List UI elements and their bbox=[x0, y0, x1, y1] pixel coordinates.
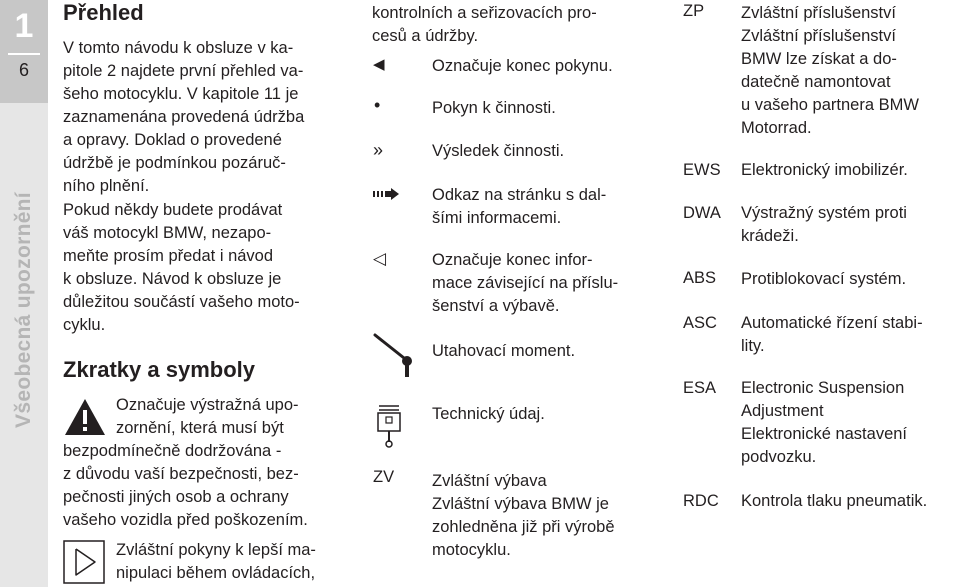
bullet-icon: • bbox=[374, 95, 381, 115]
symbol-description bbox=[432, 140, 564, 163]
special-note-icon bbox=[63, 540, 105, 584]
symbol-description-line: Odkaz na stránku s dal- bbox=[432, 186, 607, 204]
abbreviation-line: Automatické řízení stabi- bbox=[741, 314, 923, 332]
intro-line: V tomto návodu k obsluze v ka- bbox=[63, 39, 294, 57]
section-heading: Zkratky a symboly bbox=[63, 357, 255, 382]
symbol-description bbox=[432, 249, 618, 318]
abbreviation-description bbox=[741, 202, 907, 248]
intro-line: pitole 2 najdete první přehled va- bbox=[63, 62, 304, 80]
note-line: Zvláštní pokyny k lepší ma- bbox=[116, 541, 316, 559]
abbreviation-description bbox=[741, 268, 906, 291]
abbreviation-description bbox=[741, 159, 908, 182]
warning-line: vašeho vozidla před poškozením. bbox=[63, 511, 308, 529]
abbreviation-line: Zvláštní příslušenství bbox=[741, 4, 896, 22]
abbreviation-line: krádeži. bbox=[741, 227, 799, 245]
warning-paragraph bbox=[63, 394, 308, 532]
intro-line: a opravy. Doklad o provedené bbox=[63, 131, 282, 149]
symbol-description-line: Výsledek činnosti. bbox=[432, 142, 565, 160]
abbreviation-description bbox=[741, 312, 923, 358]
note-paragraph bbox=[116, 539, 316, 585]
chapter-sidebar bbox=[0, 0, 48, 587]
abbreviation: ABS bbox=[683, 269, 717, 287]
sale-line: váš motocykl BMW, nezapo- bbox=[63, 224, 272, 242]
symbol-description-line: Označuje konec infor- bbox=[432, 251, 593, 269]
warning-line: z důvodu vaší bezpečnosti, bez- bbox=[63, 465, 299, 483]
abbreviation-line: Elektronické nastavení bbox=[741, 425, 908, 443]
symbol-description-line: Zvláštní výbava bbox=[432, 472, 547, 490]
abbreviation-line: Motorrad. bbox=[741, 119, 812, 137]
abbreviation-line: datečně namontovat bbox=[741, 73, 891, 91]
warning-line: Označuje výstražná upo- bbox=[116, 396, 299, 414]
page-reference-arrow-icon bbox=[373, 187, 401, 201]
symbol-description-line: Pokyn k činnosti. bbox=[432, 99, 556, 117]
intro-line: údržbě je podmínkou pozáruč- bbox=[63, 154, 286, 172]
symbol-description-line: motocyklu. bbox=[432, 541, 511, 559]
symbol-description bbox=[432, 184, 606, 230]
abbreviation-line: lity. bbox=[741, 337, 765, 355]
end-of-accessory-info-icon: ◁ bbox=[373, 249, 387, 268]
warning-line: bezpodmínečně dodržována - bbox=[63, 442, 282, 460]
abbreviation-line: Adjustment bbox=[741, 402, 824, 420]
result-icon: » bbox=[373, 140, 384, 160]
symbol-description bbox=[432, 340, 575, 363]
continuation-line: cesů a údržby. bbox=[372, 27, 479, 45]
abbreviation-line: Kontrola tlaku pneumatik. bbox=[741, 492, 928, 510]
sale-line: k obsluze. Návod k obsluze je bbox=[63, 270, 282, 288]
sale-line: Pokud někdy budete prodávat bbox=[63, 201, 283, 219]
abbreviation: ASC bbox=[683, 314, 717, 332]
abbreviation-description bbox=[741, 490, 927, 513]
symbol-description-line: Zvláštní výbava BMW je bbox=[432, 495, 609, 513]
abbreviation: ZP bbox=[683, 2, 705, 20]
abbreviation: RDC bbox=[683, 492, 719, 510]
intro-line: zaznamenána provedená údržba bbox=[63, 108, 305, 126]
symbol-description-line: Označuje konec pokynu. bbox=[432, 57, 613, 75]
note-line: nipulaci během ovládacích, bbox=[116, 564, 316, 582]
sale-line: meňte prosím předat i návod bbox=[63, 247, 274, 265]
sale-line: cyklu. bbox=[63, 316, 106, 334]
symbol-description-line: šími informacemi. bbox=[432, 209, 562, 227]
symbol-description-line: zohledněna již při výrobě bbox=[432, 518, 615, 536]
section-title-vertical: Všeobecná upozornění bbox=[12, 192, 35, 428]
page-title: Přehled bbox=[63, 0, 144, 25]
abbreviation: ESA bbox=[683, 379, 717, 397]
sale-paragraph bbox=[63, 199, 300, 337]
warning-line: zornění, která musí být bbox=[116, 419, 284, 437]
continuation-line: kontrolních a seřizovacích pro- bbox=[372, 4, 597, 22]
sale-line: důležitou součástí vašeho moto- bbox=[63, 293, 300, 311]
symbol-description-line: mace závisející na příslu- bbox=[432, 274, 619, 292]
abbreviation: EWS bbox=[683, 161, 721, 179]
chapter-tab bbox=[0, 0, 48, 103]
intro-paragraph bbox=[63, 37, 304, 198]
symbol-description bbox=[432, 97, 556, 120]
torque-wrench-icon bbox=[372, 330, 416, 380]
abbreviation-line: podvozku. bbox=[741, 448, 817, 466]
chapter-divider bbox=[8, 53, 40, 55]
abbreviation-line: u vašeho partnera BMW bbox=[741, 96, 919, 114]
abbreviation-line: Zvláštní příslušenství bbox=[741, 27, 896, 45]
abbreviation-line: Electronic Suspension bbox=[741, 379, 905, 397]
page-number: 6 bbox=[18, 60, 29, 80]
symbol-description-line: Technický údaj. bbox=[432, 405, 545, 423]
continuation-paragraph bbox=[372, 2, 597, 48]
abbreviation: DWA bbox=[683, 204, 721, 222]
symbol-description bbox=[432, 470, 615, 562]
symbol-description-line: šenství a výbavě. bbox=[432, 297, 560, 315]
symbol-description bbox=[432, 55, 613, 78]
warning-line: pečnosti jiných osob a ochrany bbox=[63, 488, 289, 506]
intro-line: šeho motocyklu. V kapitole 11 je bbox=[63, 85, 299, 103]
intro-line: ního plnění. bbox=[63, 177, 150, 195]
chapter-number: 1 bbox=[14, 7, 34, 45]
zv-label: ZV bbox=[373, 468, 395, 486]
symbol-description bbox=[432, 403, 545, 426]
abbreviation-line: BMW lze získat a do- bbox=[741, 50, 897, 68]
technical-data-icon bbox=[374, 404, 404, 448]
abbreviation-description bbox=[741, 377, 907, 469]
abbreviation-line: Protiblokovací systém. bbox=[741, 270, 907, 288]
symbol-description-line: Utahovací moment. bbox=[432, 342, 576, 360]
end-of-instruction-icon: ◀ bbox=[373, 56, 385, 73]
abbreviation-line: Výstražný systém proti bbox=[741, 204, 907, 222]
abbreviation-line: Elektronický imobilizér. bbox=[741, 161, 908, 179]
abbreviation-description bbox=[741, 2, 919, 140]
